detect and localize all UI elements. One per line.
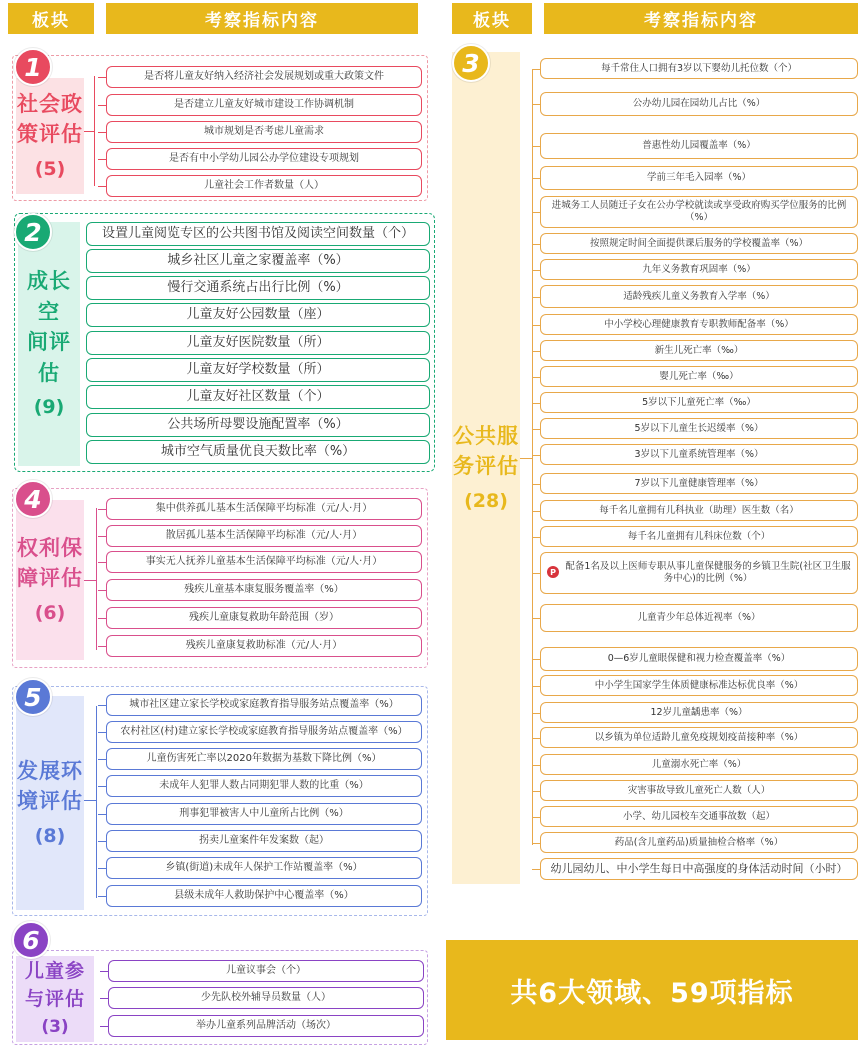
bracket-tick [532,297,540,298]
indicator-item: 城市空气质量优良天数比率（%） [86,440,430,464]
section-title-line1: 权利保 [17,535,83,560]
header-content-right: 考察指标内容 [544,3,858,34]
indicator-item: 儿童社会工作者数量（人） [106,175,422,197]
indicator-item: 集中供养孤儿基本生活保障平均标准（元/人·月） [106,498,422,520]
indicator-item: 灾害事故导致儿童死亡人数（人） [540,780,858,801]
bracket-tick [98,841,106,842]
indicator-item: 新生儿死亡率（‰） [540,340,858,361]
indicator-item: 散居孤儿基本生活保障平均标准（元/人·月） [106,525,422,547]
section-number-badge: 6 [12,921,50,959]
bracket-tick [98,159,106,160]
bracket-tick [532,69,540,70]
indicator-item: 5岁以下儿童死亡率（‰） [540,392,858,413]
bracket-tick [532,686,540,687]
indicator-item: 公共场所母婴设施配置率（%） [86,413,430,437]
section-label-development-environment [16,696,84,910]
section-title-line1: 公共服 [453,423,519,448]
bracket-tick [532,791,540,792]
indicator-item: 药品(含儿童药品)质量抽检合格率（%） [540,832,858,853]
indicator-item: 未成年人犯罪人数占同期犯罪人数的比重（%） [106,775,422,797]
bracket-tick [98,186,106,187]
bracket-tick [532,843,540,844]
bracket-tick [532,659,540,660]
bracket-tick [98,786,106,787]
indicator-item: 中小学生国家学生体质健康标准达标优良率（%） [540,675,858,696]
indicator-item: 配备1名及以上医师专职从事儿童保健服务的乡镇卫生院(社区卫生服务中心)的比例（%） [540,552,858,594]
indicator-item: 残疾儿童康复救助年龄范围（岁） [106,607,422,629]
indicator-item: 每千常住人口拥有3岁以下婴幼儿托位数（个） [540,58,858,79]
section-label-child-participation [16,956,94,1042]
indicator-item: 儿童伤害死亡率以2020年数据为基数下降比例（%） [106,748,422,770]
indicator-item: 儿童青少年总体近视率（%） [540,604,858,632]
indicator-item: 少先队校外辅导员数量（人） [108,987,424,1009]
indicator-item: 12岁儿童龋患率（%） [540,702,858,723]
section-label-public-service [452,52,520,884]
bracket-tick [532,212,540,213]
bracket-tick [98,732,106,733]
bracket-tick [98,618,106,619]
section-number-badge: 3 [452,44,490,82]
indicator-item: 残疾儿童基本康复服务覆盖率（%） [106,579,422,601]
indicator-item: 刑事犯罪被害人中儿童所占比例（%） [106,803,422,825]
indicator-item: 儿童友好学校数量（所） [86,358,430,382]
section-number-badge: 2 [14,213,52,251]
section-title-line1: 发展环 [17,758,83,783]
bracket-tick [98,105,106,106]
bracket-tick [98,814,106,815]
indicator-item: 0—6岁儿童眼保健和视力检查覆盖率（%） [540,647,858,671]
bracket-tick [532,484,540,485]
section-title-line2: 间评估 [27,330,71,385]
section-title-line2: 策评估 [17,122,83,147]
section-count: (8) [34,824,66,847]
indicator-item: 残疾儿童康复救助标准（元/人·月） [106,635,422,657]
bracket-tick [98,868,106,869]
indicator-item: 普惠性幼儿园覆盖率（%） [540,133,858,159]
indicator-item: 城市规划是否考虑儿童需求 [106,121,422,143]
section-title-line2: 境评估 [17,789,83,814]
bracket-tick [98,509,106,510]
indicator-item: 婴儿死亡率（‰） [540,366,858,387]
section-number-badge: 5 [14,678,52,716]
bracket-tick [532,713,540,714]
bracket-tick [532,817,540,818]
header-block-left: 板块 [8,3,94,34]
bracket-tick [98,77,106,78]
indicator-item: 儿童友好公园数量（座） [86,303,430,327]
indicator-item: 适龄残疾儿童义务教育入学率（%） [540,285,858,308]
bracket-tick [100,1026,108,1027]
bracket-tick [98,896,106,897]
indicator-item: 是否有中小学幼儿园公办学位建设专项规划 [106,148,422,170]
bracket-tick [532,104,540,105]
bracket-connector [532,70,540,845]
indicator-item: 幼儿园幼儿、中小学生每日中高强度的身体活动时间（小时） [540,858,858,880]
bracket-tick [532,573,540,574]
section-title-line1: 儿童参 [24,960,85,983]
indicator-item: 是否将儿童友好纳入经济社会发展规划或重大政策文件 [106,66,422,88]
bracket-connector [94,76,102,186]
indicator-item: 慢行交通系统占出行比例（%） [86,276,430,300]
section-number-badge: 1 [14,48,52,86]
bracket-tick [532,325,540,326]
bracket-tick [98,562,106,563]
indicator-item: 小学、幼儿园校车交通事故数（起） [540,806,858,827]
bracket-tick [98,132,106,133]
bracket-tick [532,377,540,378]
indicator-item: 3岁以下儿童系统管理率（%） [540,444,858,465]
indicator-item: 是否建立儿童友好城市建设工作协调机制 [106,94,422,116]
indicator-item: 事实无人抚养儿童基本生活保障平均标准（元/人·月） [106,551,422,573]
indicator-item: 儿童溺水死亡率（%） [540,754,858,775]
bracket-tick [532,738,540,739]
bracket-tick [532,537,540,538]
section-count: (3) [41,1017,69,1038]
header-content-left: 考察指标内容 [106,3,418,34]
header-block-right: 板块 [452,3,532,34]
section-label-social-policy [16,78,84,194]
summary-banner: 共6大领域、59项指标 [446,940,858,1040]
bracket-tick [98,536,106,537]
bracket-tick [532,869,540,870]
bracket-tick [532,511,540,512]
bracket-connector [96,706,104,898]
bracket-stem [520,458,532,459]
bracket-tick [532,178,540,179]
bracket-stem [84,800,96,801]
bracket-tick [100,971,108,972]
bracket-tick [532,244,540,245]
indicator-item: 城市社区建立家长学校或家庭教育指导服务站点覆盖率（%） [106,694,422,716]
section-title-line1: 成长空 [27,269,71,324]
indicator-item: 每千名儿童拥有儿科执业（助理）医生数（名） [540,500,858,521]
indicator-item: 九年义务教育巩固率（%） [540,259,858,280]
section-title-line1: 社会政 [17,91,83,116]
bracket-tick [532,765,540,766]
indicator-item: 拐卖儿童案件年发案数（起） [106,830,422,852]
section-count: (9) [33,396,65,419]
section-count: (6) [34,601,66,624]
bracket-connector [96,508,104,650]
indicator-item: 乡镇(街道)未成年人保护工作站覆盖率（%） [106,857,422,879]
bracket-tick [98,759,106,760]
indicator-item: 学前三年毛入园率（%） [540,166,858,190]
bracket-tick [532,403,540,404]
bracket-tick [98,705,106,706]
section-label-growth-space [18,222,80,466]
section-title-line2: 务评估 [453,454,519,479]
indicator-item: 每千名儿童拥有儿科床位数（个） [540,526,858,547]
bracket-tick [532,618,540,619]
indicator-item: 进城务工人员随迁子女在公办学校就读或享受政府购买学位服务的比例（%） [540,196,858,228]
section-label-rights-protection [16,500,84,660]
indicator-item: 儿童友好社区数量（个） [86,385,430,409]
bracket-stem [84,131,94,132]
indicator-item: 儿童议事会（个） [108,960,424,982]
section-number-badge: 4 [14,480,52,518]
bracket-tick [532,146,540,147]
section-title-line2: 与评估 [24,987,85,1010]
indicator-item: 按照规定时间全面提供课后服务的学校覆盖率（%） [540,233,858,254]
indicator-item: 公办幼儿园在园幼儿占比（%） [540,92,858,116]
indicator-item: 设置儿童阅览专区的公共图书馆及阅读空间数量（个） [86,222,430,246]
indicator-item: 中小学校心理健康教育专职教师配备率（%） [540,314,858,335]
indicator-item: 5岁以下儿童生长迟缓率（%） [540,418,858,439]
indicator-item: 城乡社区儿童之家覆盖率（%） [86,249,430,273]
bracket-tick [532,351,540,352]
bracket-tick [532,429,540,430]
bracket-stem [84,580,96,581]
bracket-tick [532,455,540,456]
indicator-item: 儿童友好医院数量（所） [86,331,430,355]
pin-icon: P [547,566,559,578]
indicator-item: 7岁以下儿童健康管理率（%） [540,473,858,494]
indicator-item: 农村社区(村)建立家长学校或家庭教育指导服务站点覆盖率（%） [106,721,422,743]
section-count: (5) [34,157,66,180]
indicator-item: 举办儿童系列品牌活动（场次） [108,1015,424,1037]
bracket-tick [98,590,106,591]
bracket-tick [100,998,108,999]
bracket-tick [532,270,540,271]
indicator-item: 以乡镇为单位适龄儿童免疫规划疫苗接种率（%） [540,727,858,748]
section-count: (28) [464,489,508,512]
bracket-tick [98,646,106,647]
indicator-item: 县级未成年人救助保护中心覆盖率（%） [106,885,422,907]
section-title-line2: 障评估 [17,566,83,591]
